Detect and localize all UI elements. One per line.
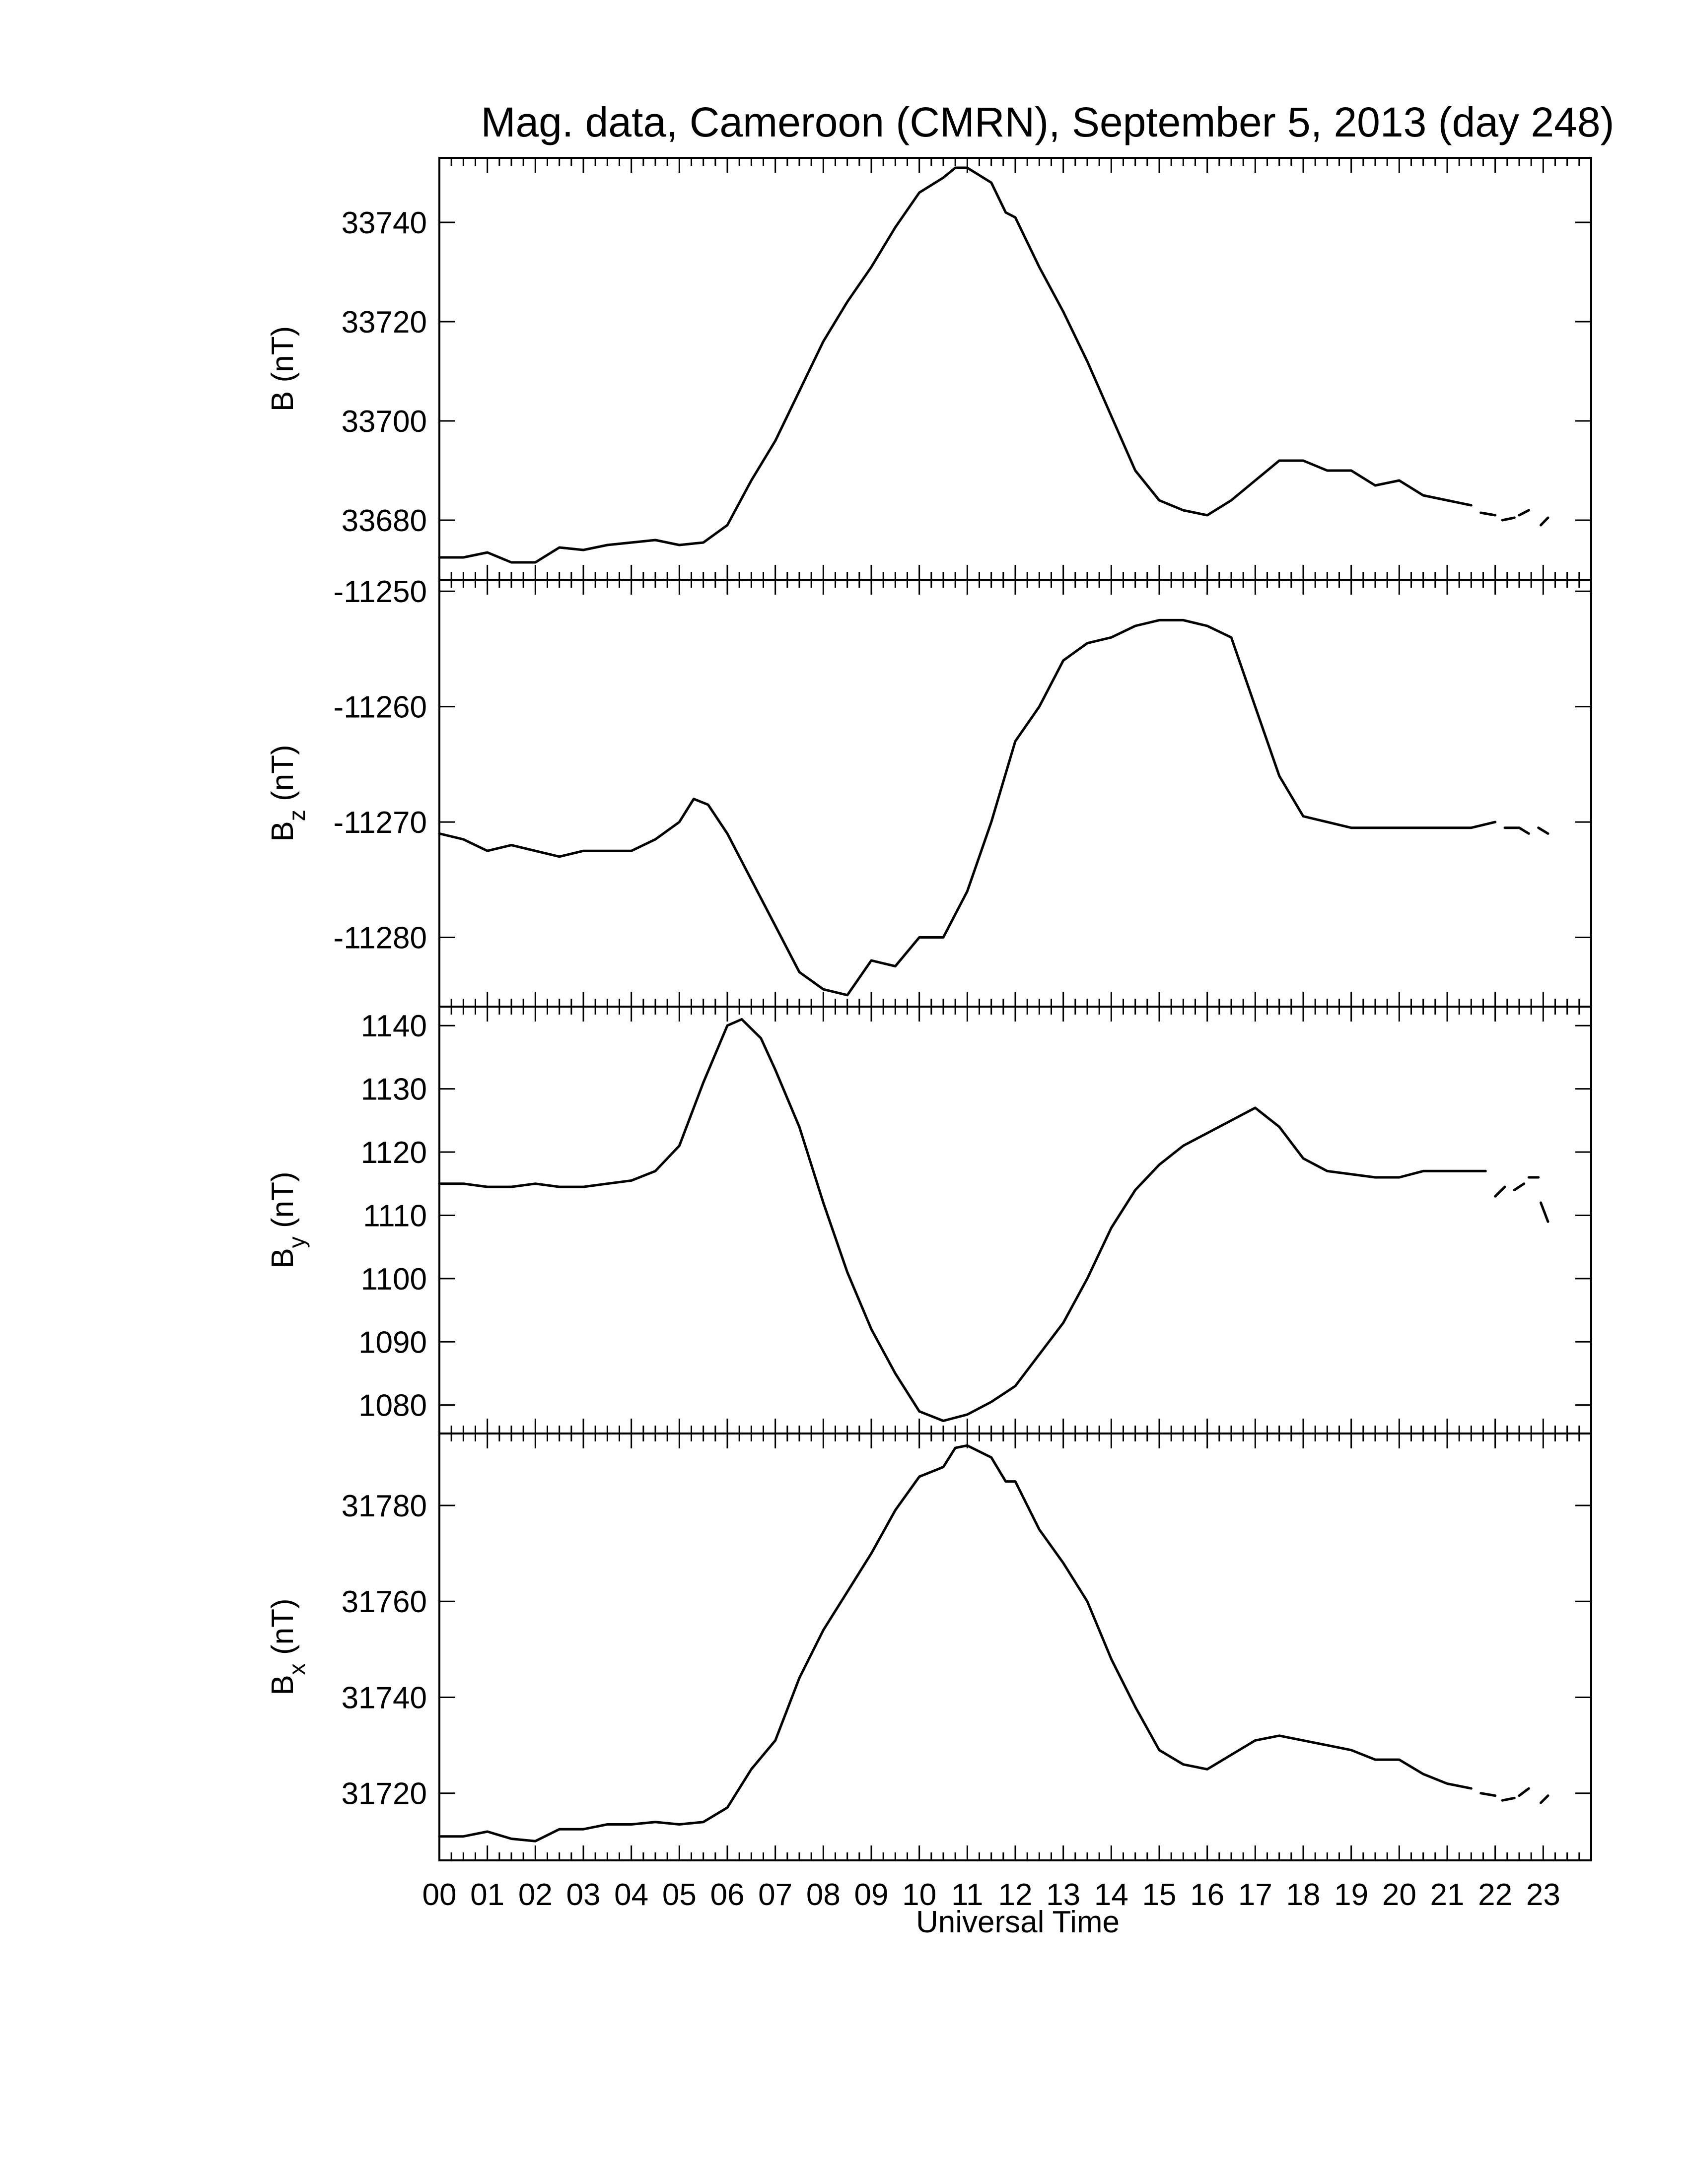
series-line-Bx-seg-0 xyxy=(439,1445,1471,1841)
panel-frame-Bz xyxy=(439,580,1591,1007)
x-tick-label: 05 xyxy=(662,1878,697,1912)
panels-layer xyxy=(266,158,1591,1912)
y-tick-label: 33720 xyxy=(341,305,427,340)
y-axis-label-Bx: $B_x$ (nT) xyxy=(266,1598,310,1696)
series-line-By-seg-0 xyxy=(439,1020,1485,1421)
y-tick-label: -11250 xyxy=(333,575,427,610)
y-tick-label: 1130 xyxy=(360,1072,427,1107)
x-tick-label: 15 xyxy=(1142,1878,1177,1912)
x-tick-label: 14 xyxy=(1094,1878,1128,1912)
y-axis-label-B: B (nT) xyxy=(266,326,300,412)
series-line-B-seg-4 xyxy=(1541,518,1548,525)
series-line-B-seg-1 xyxy=(1481,513,1495,515)
y-tick-label: 33740 xyxy=(341,206,427,240)
panel-By xyxy=(266,1007,1591,1433)
x-tick-label: 04 xyxy=(614,1878,649,1912)
y-tick-label: 31740 xyxy=(341,1681,427,1715)
y-tick-label: 1120 xyxy=(360,1136,427,1170)
x-tick-label: 02 xyxy=(518,1878,553,1912)
series-line-B-seg-2 xyxy=(1502,518,1514,520)
y-tick-label: 31760 xyxy=(341,1585,427,1620)
series-line-By-seg-2 xyxy=(1514,1184,1524,1190)
x-tick-label: 11 xyxy=(951,1878,984,1912)
x-tick-label: 01 xyxy=(470,1878,505,1912)
chart-title: Mag. data, Cameroon (CMRN), September 5, 2013 (day 248) xyxy=(481,99,1615,145)
y-tick-label: 1140 xyxy=(360,1009,427,1044)
series-line-By-seg-1 xyxy=(1495,1187,1505,1196)
y-tick-label: 33700 xyxy=(341,405,427,439)
x-tick-label: 19 xyxy=(1334,1878,1369,1912)
panel-frame-B xyxy=(439,158,1591,580)
x-tick-label: 06 xyxy=(710,1878,745,1912)
y-tick-label: -11260 xyxy=(333,690,427,725)
x-tick-label: 12 xyxy=(998,1878,1033,1912)
x-tick-label: 21 xyxy=(1430,1878,1465,1912)
series-line-Bx-seg-2 xyxy=(1502,1798,1514,1800)
x-tick-label: 07 xyxy=(758,1878,793,1912)
y-axis-label-By: $B_y$ (nT) xyxy=(266,1171,310,1269)
panel-frame-By xyxy=(439,1007,1591,1433)
series-line-Bz-seg-1 xyxy=(1505,828,1529,834)
y-tick-label: 31780 xyxy=(341,1489,427,1523)
x-axis-label: Universal Time xyxy=(916,1905,1120,1939)
x-tick-label: 08 xyxy=(806,1878,841,1912)
panel-frame-Bx xyxy=(439,1433,1591,1860)
series-line-B-seg-0 xyxy=(439,168,1471,562)
x-tick-label: 22 xyxy=(1478,1878,1513,1912)
series-line-Bz-seg-2 xyxy=(1539,828,1548,834)
series-line-B-seg-3 xyxy=(1519,510,1529,515)
x-tick-label: 00 xyxy=(422,1878,457,1912)
x-tick-label: 13 xyxy=(1046,1878,1081,1912)
x-tick-label: 18 xyxy=(1286,1878,1321,1912)
panel-Bz xyxy=(266,575,1591,1007)
y-tick-label: 31720 xyxy=(341,1776,427,1811)
x-tick-label: 16 xyxy=(1190,1878,1225,1912)
y-tick-label: 1100 xyxy=(360,1262,427,1297)
x-tick-label: 10 xyxy=(902,1878,937,1912)
y-tick-label: 1110 xyxy=(363,1199,427,1233)
series-line-Bz-seg-0 xyxy=(439,620,1495,995)
x-tick-label: 09 xyxy=(854,1878,889,1912)
series-line-Bx-seg-1 xyxy=(1481,1793,1495,1796)
y-axis-label-Bz: $B_z$ (nT) xyxy=(266,745,310,842)
y-tick-label: -11280 xyxy=(333,921,427,956)
y-tick-label: 1080 xyxy=(358,1388,427,1423)
x-tick-label: 23 xyxy=(1526,1878,1560,1912)
x-tick-label: 20 xyxy=(1382,1878,1416,1912)
panel-Bx xyxy=(266,1433,1591,1860)
panel-B xyxy=(266,158,1591,580)
series-line-Bx-seg-3 xyxy=(1519,1788,1529,1796)
x-tick-label: 17 xyxy=(1238,1878,1272,1912)
series-line-By-seg-4 xyxy=(1541,1203,1548,1222)
y-tick-label: 33680 xyxy=(341,504,427,538)
series-line-Bx-seg-4 xyxy=(1541,1796,1548,1803)
y-tick-label: -11270 xyxy=(333,806,427,840)
x-tick-label: 03 xyxy=(566,1878,601,1912)
y-tick-label: 1090 xyxy=(358,1325,427,1360)
